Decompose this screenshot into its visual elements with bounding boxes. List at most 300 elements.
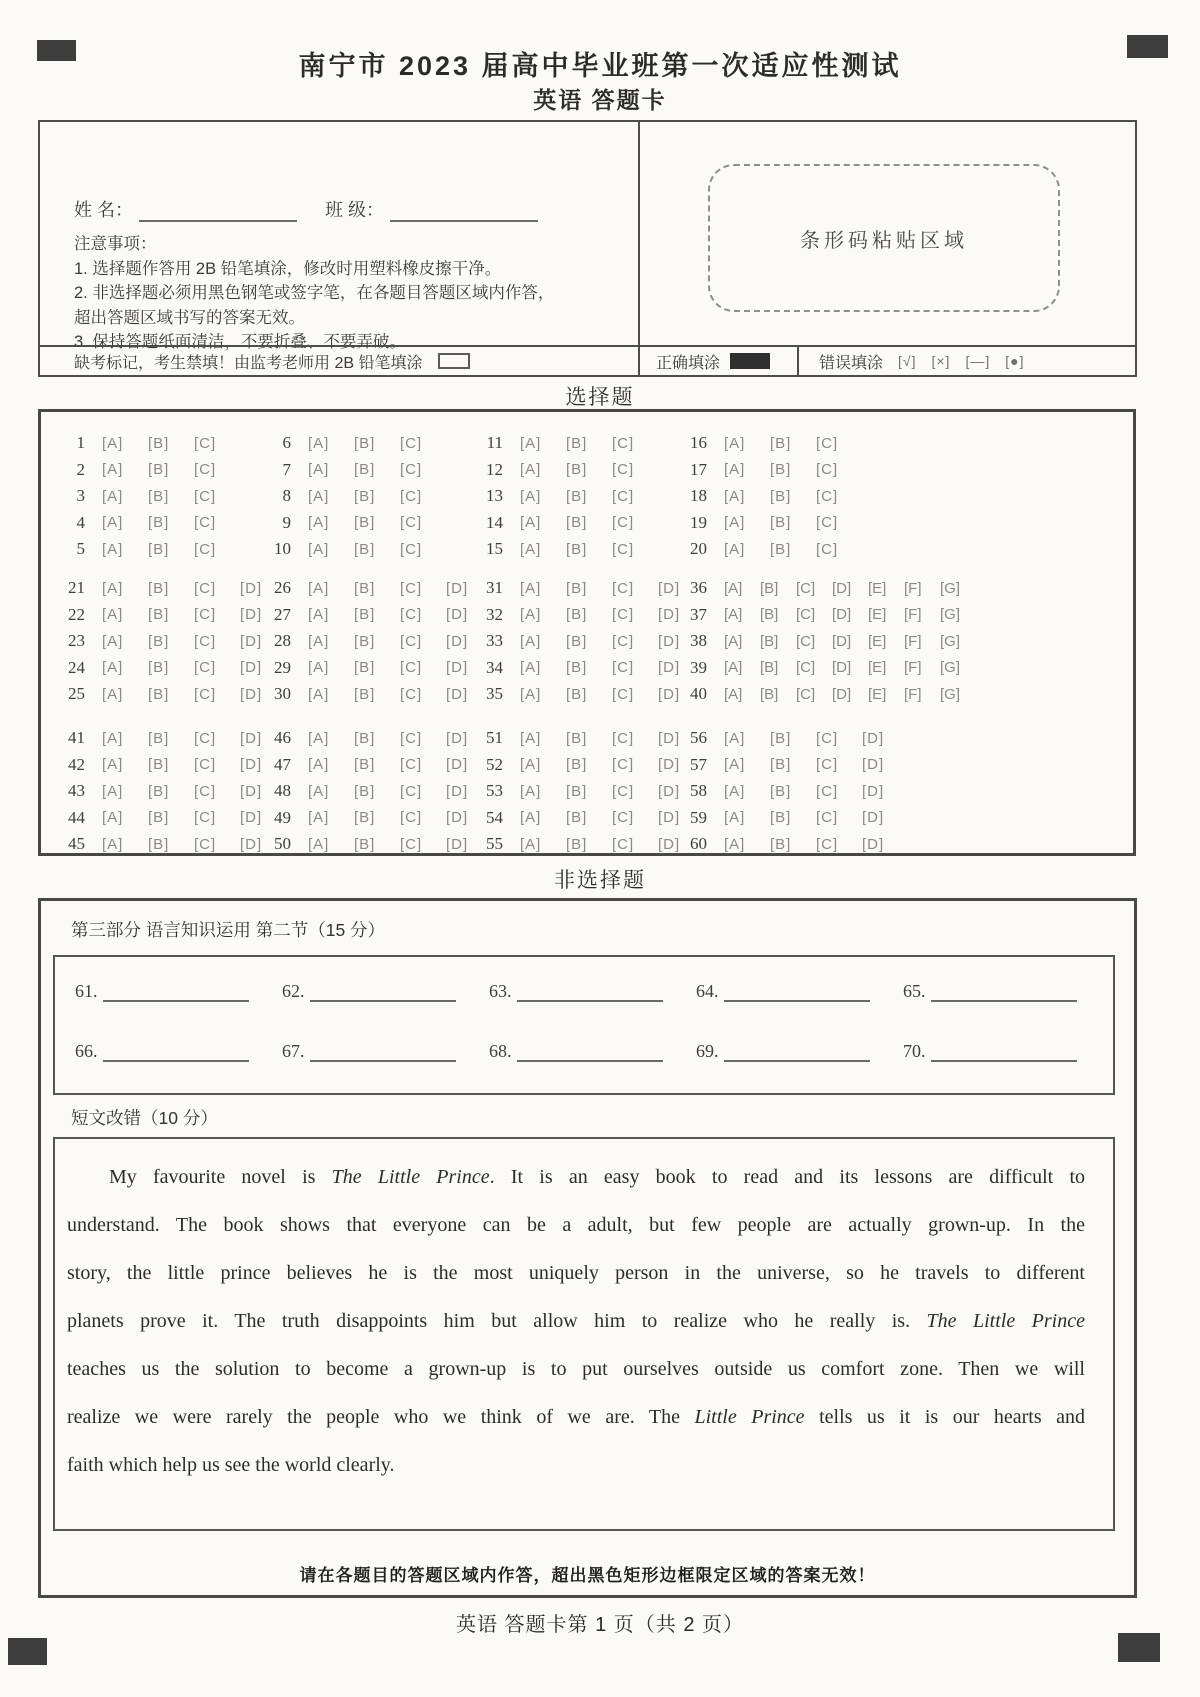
answer-option-F-bubble[interactable]: [F]: [904, 685, 922, 703]
answer-option-A-bubble[interactable]: [A]: [520, 809, 542, 827]
answer-option-C-bubble[interactable]: [C]: [400, 487, 423, 505]
answer-option-A-bubble[interactable]: [A]: [308, 579, 330, 597]
answer-option-C-bubble[interactable]: [C]: [400, 461, 423, 479]
answer-option-D-bubble[interactable]: [D]: [240, 782, 263, 800]
answer-option-C-bubble[interactable]: [C]: [400, 809, 423, 827]
answer-option-D-bubble[interactable]: [D]: [240, 809, 263, 827]
answer-option-C-bubble[interactable]: [C]: [194, 579, 217, 597]
answer-option-C-bubble[interactable]: [C]: [796, 632, 816, 650]
answer-option-E-bubble[interactable]: [E]: [868, 632, 887, 650]
answer-blank[interactable]: [931, 984, 1077, 1002]
answer-option-D-bubble[interactable]: [D]: [240, 685, 263, 703]
answer-option-C-bubble[interactable]: [C]: [612, 514, 635, 532]
answer-option-A-bubble[interactable]: [A]: [102, 659, 124, 677]
answer-option-G-bubble[interactable]: [G]: [940, 632, 961, 650]
answer-option-C-bubble[interactable]: [C]: [816, 809, 839, 827]
answer-option-B-bubble[interactable]: [B]: [354, 632, 376, 650]
question-number: 29: [274, 657, 291, 677]
answer-option-A-bubble[interactable]: [A]: [308, 809, 330, 827]
answer-option-C-bubble[interactable]: [C]: [816, 540, 839, 558]
wrong-fill-label: 错误填涂: [819, 354, 884, 372]
answer-option-D-bubble[interactable]: [D]: [240, 659, 263, 677]
answer-option-A-bubble[interactable]: [A]: [308, 514, 330, 532]
answer-option-C-bubble[interactable]: [C]: [400, 434, 423, 452]
answer-option-A-bubble[interactable]: [A]: [308, 434, 330, 452]
answer-option-C-bubble[interactable]: [C]: [400, 514, 423, 532]
answer-option-C-bubble[interactable]: [C]: [194, 434, 217, 452]
answer-option-B-bubble[interactable]: [B]: [148, 809, 170, 827]
answer-option-C-bubble[interactable]: [C]: [400, 835, 423, 853]
answer-blank[interactable]: [724, 1044, 870, 1062]
answer-option-A-bubble[interactable]: [A]: [520, 729, 542, 747]
answer-option-C-bubble[interactable]: [C]: [194, 540, 217, 558]
answer-option-C-bubble[interactable]: [C]: [612, 540, 635, 558]
answer-option-B-bubble[interactable]: [B]: [566, 579, 588, 597]
answer-option-D-bubble[interactable]: [D]: [240, 606, 263, 624]
answer-option-D-bubble[interactable]: [D]: [240, 835, 263, 853]
answer-option-C-bubble[interactable]: [C]: [400, 782, 423, 800]
correction-passage-box[interactable]: [53, 1137, 1115, 1531]
answer-option-A-bubble[interactable]: [A]: [724, 461, 746, 479]
answer-option-B-bubble[interactable]: [B]: [770, 756, 792, 774]
answer-option-C-bubble[interactable]: [C]: [400, 540, 423, 558]
answer-option-B-bubble[interactable]: [B]: [354, 729, 376, 747]
answer-option-A-bubble[interactable]: [A]: [520, 606, 542, 624]
answer-option-B-bubble[interactable]: [B]: [566, 434, 588, 452]
answer-option-B-bubble[interactable]: [B]: [760, 579, 779, 597]
answer-option-G-bubble[interactable]: [G]: [940, 606, 961, 624]
answer-option-B-bubble[interactable]: [B]: [566, 487, 588, 505]
answer-option-C-bubble[interactable]: [C]: [400, 659, 423, 677]
answer-option-A-bubble[interactable]: [A]: [724, 782, 746, 800]
answer-option-B-bubble[interactable]: [B]: [354, 540, 376, 558]
answer-option-D-bubble[interactable]: [D]: [446, 729, 469, 747]
answer-blank[interactable]: [103, 1044, 249, 1062]
answer-option-A-bubble[interactable]: [A]: [102, 434, 124, 452]
answer-option-F-bubble[interactable]: [F]: [904, 579, 922, 597]
answer-option-B-bubble[interactable]: [B]: [566, 835, 588, 853]
answer-option-B-bubble[interactable]: [B]: [148, 835, 170, 853]
blank-number: 61.: [75, 981, 98, 1001]
answer-option-C-bubble[interactable]: [C]: [612, 606, 635, 624]
question-number: 39: [690, 657, 707, 677]
passage-text-run: . It is an easy book to read and its lessons are difficult to: [489, 1166, 1085, 1188]
answer-option-D-bubble[interactable]: [D]: [862, 809, 885, 827]
answer-blank[interactable]: [931, 1044, 1077, 1062]
answer-option-B-bubble[interactable]: [B]: [770, 782, 792, 800]
answer-option-B-bubble[interactable]: [B]: [148, 632, 170, 650]
answer-option-B-bubble[interactable]: [B]: [566, 540, 588, 558]
answer-option-D-bubble[interactable]: [D]: [658, 729, 681, 747]
blank-number: 69.: [696, 1041, 719, 1061]
answer-option-B-bubble[interactable]: [B]: [760, 685, 779, 703]
question-row: [671, 681, 976, 708]
answer-option-A-bubble[interactable]: [A]: [102, 782, 124, 800]
blank-item: [75, 1041, 282, 1062]
answer-option-C-bubble[interactable]: [C]: [612, 434, 635, 452]
answer-option-B-bubble[interactable]: [B]: [770, 514, 792, 532]
answer-option-E-bubble[interactable]: [E]: [868, 659, 887, 677]
answer-option-A-bubble[interactable]: [A]: [102, 835, 124, 853]
passage-line: [67, 1345, 1085, 1393]
choice-column: [467, 430, 658, 563]
answer-option-D-bubble[interactable]: [D]: [658, 835, 681, 853]
answer-option-B-bubble[interactable]: [B]: [354, 782, 376, 800]
answer-option-A-bubble[interactable]: [A]: [724, 579, 743, 597]
answer-option-B-bubble[interactable]: [B]: [760, 659, 779, 677]
answer-option-D-bubble[interactable]: [D]: [240, 756, 263, 774]
answer-option-B-bubble[interactable]: [B]: [760, 632, 779, 650]
answer-option-C-bubble[interactable]: [C]: [194, 685, 217, 703]
answer-option-A-bubble[interactable]: [A]: [102, 632, 124, 650]
answer-option-C-bubble[interactable]: [C]: [194, 782, 217, 800]
answer-option-C-bubble[interactable]: [C]: [400, 729, 423, 747]
answer-option-A-bubble[interactable]: [A]: [102, 461, 124, 479]
answer-option-D-bubble[interactable]: [D]: [446, 579, 469, 597]
answer-option-B-bubble[interactable]: [B]: [770, 729, 792, 747]
answer-option-B-bubble[interactable]: [B]: [148, 487, 170, 505]
answer-option-A-bubble[interactable]: [A]: [308, 606, 330, 624]
answer-option-A-bubble[interactable]: [A]: [520, 632, 542, 650]
answer-option-A-bubble[interactable]: [A]: [102, 756, 124, 774]
answer-option-E-bubble[interactable]: [E]: [868, 606, 887, 624]
question-row: [49, 681, 286, 708]
answer-option-G-bubble[interactable]: [G]: [940, 659, 961, 677]
correction-heading: 短文改错（10 分）: [71, 1108, 218, 1128]
question-number: 1: [76, 433, 85, 453]
answer-option-B-bubble[interactable]: [B]: [354, 434, 376, 452]
answer-blank[interactable]: [517, 984, 663, 1002]
passage-text-run: planets prove it. The truth disappoints him but allow him to realize who he really is.: [67, 1310, 927, 1332]
answer-option-D-bubble[interactable]: [D]: [240, 632, 263, 650]
answer-option-C-bubble[interactable]: [C]: [796, 659, 816, 677]
answer-option-A-bubble[interactable]: [A]: [724, 606, 743, 624]
answer-option-A-bubble[interactable]: [A]: [520, 782, 542, 800]
answer-option-A-bubble[interactable]: [A]: [724, 756, 746, 774]
blank-row: [75, 1041, 1110, 1062]
answer-option-B-bubble[interactable]: [B]: [354, 685, 376, 703]
answer-option-B-bubble[interactable]: [B]: [566, 809, 588, 827]
answer-option-A-bubble[interactable]: [A]: [308, 540, 330, 558]
question-row: [255, 510, 446, 537]
question-row: [671, 725, 908, 752]
question-number: 12: [486, 459, 503, 479]
question-row: [467, 655, 704, 682]
answer-option-A-bubble[interactable]: [A]: [520, 434, 542, 452]
passage-text-run: tells us it is our hearts and: [804, 1406, 1085, 1428]
answer-option-C-bubble[interactable]: [C]: [194, 729, 217, 747]
answer-option-D-bubble[interactable]: [D]: [446, 756, 469, 774]
answer-option-C-bubble[interactable]: [C]: [612, 835, 635, 853]
answer-option-C-bubble[interactable]: [C]: [612, 461, 635, 479]
answer-option-C-bubble[interactable]: [C]: [816, 835, 839, 853]
answer-option-A-bubble[interactable]: [A]: [724, 835, 746, 853]
answer-option-D-bubble[interactable]: [D]: [832, 606, 852, 624]
answer-option-A-bubble[interactable]: [A]: [724, 487, 746, 505]
answer-option-B-bubble[interactable]: [B]: [148, 540, 170, 558]
answer-option-D-bubble[interactable]: [D]: [658, 685, 681, 703]
answer-option-C-bubble[interactable]: [C]: [194, 659, 217, 677]
answer-option-C-bubble[interactable]: [C]: [816, 782, 839, 800]
answer-option-B-bubble[interactable]: [B]: [354, 487, 376, 505]
answer-option-D-bubble[interactable]: [D]: [658, 606, 681, 624]
answer-option-D-bubble[interactable]: [D]: [862, 756, 885, 774]
answer-option-B-bubble[interactable]: [B]: [566, 461, 588, 479]
answer-option-D-bubble[interactable]: [D]: [446, 685, 469, 703]
answer-option-A-bubble[interactable]: [A]: [724, 632, 743, 650]
answer-option-C-bubble[interactable]: [C]: [796, 579, 816, 597]
answer-option-D-bubble[interactable]: [D]: [446, 606, 469, 624]
answer-option-B-bubble[interactable]: [B]: [566, 632, 588, 650]
answer-option-C-bubble[interactable]: [C]: [194, 809, 217, 827]
question-row: [49, 655, 286, 682]
answer-option-B-bubble[interactable]: [B]: [148, 434, 170, 452]
answer-option-C-bubble[interactable]: [C]: [400, 606, 423, 624]
question-number: 44: [68, 807, 85, 827]
answer-option-C-bubble[interactable]: [C]: [816, 729, 839, 747]
answer-option-A-bubble[interactable]: [A]: [308, 782, 330, 800]
answer-option-A-bubble[interactable]: [A]: [308, 487, 330, 505]
answer-option-D-bubble[interactable]: [D]: [446, 809, 469, 827]
question-row: [255, 831, 492, 858]
answer-option-F-bubble[interactable]: [F]: [904, 659, 922, 677]
answer-option-D-bubble[interactable]: [D]: [658, 632, 681, 650]
absent-mark-cell: [40, 347, 640, 375]
question-number: 52: [486, 754, 503, 774]
answer-option-A-bubble[interactable]: [A]: [308, 632, 330, 650]
answer-option-A-bubble[interactable]: [A]: [520, 461, 542, 479]
answer-option-D-bubble[interactable]: [D]: [658, 579, 681, 597]
question-number: 47: [274, 754, 291, 774]
answer-option-B-bubble[interactable]: [B]: [770, 487, 792, 505]
question-number: 45: [68, 834, 85, 854]
answer-option-D-bubble[interactable]: [D]: [240, 579, 263, 597]
answer-option-C-bubble[interactable]: [C]: [400, 685, 423, 703]
question-number: 41: [68, 728, 85, 748]
answer-option-A-bubble[interactable]: [A]: [102, 606, 124, 624]
answer-option-C-bubble[interactable]: [C]: [400, 579, 423, 597]
answer-option-C-bubble[interactable]: [C]: [612, 659, 635, 677]
answer-option-A-bubble[interactable]: [A]: [520, 685, 542, 703]
part3-heading: 第三部分 语言知识运用 第二节（15 分）: [71, 920, 386, 940]
answer-option-C-bubble[interactable]: [C]: [194, 632, 217, 650]
answer-option-C-bubble[interactable]: [C]: [194, 514, 217, 532]
answer-option-B-bubble[interactable]: [B]: [354, 835, 376, 853]
answer-option-A-bubble[interactable]: [A]: [102, 685, 124, 703]
answer-option-D-bubble[interactable]: [D]: [446, 782, 469, 800]
answer-option-A-bubble[interactable]: [A]: [724, 540, 746, 558]
question-row: [671, 536, 862, 563]
answer-option-A-bubble[interactable]: [A]: [520, 835, 542, 853]
answer-option-C-bubble[interactable]: [C]: [816, 756, 839, 774]
answer-option-A-bubble[interactable]: [A]: [520, 579, 542, 597]
answer-option-B-bubble[interactable]: [B]: [354, 514, 376, 532]
question-row: [467, 430, 658, 457]
answer-option-C-bubble[interactable]: [C]: [612, 685, 635, 703]
answer-option-C-bubble[interactable]: [C]: [194, 756, 217, 774]
answer-option-D-bubble[interactable]: [D]: [658, 756, 681, 774]
answer-option-A-bubble[interactable]: [A]: [520, 487, 542, 505]
answer-option-C-bubble[interactable]: [C]: [612, 729, 635, 747]
answer-option-B-bubble[interactable]: [B]: [770, 835, 792, 853]
question-number: 11: [486, 433, 503, 453]
answer-option-B-bubble[interactable]: [B]: [770, 540, 792, 558]
answer-option-G-bubble[interactable]: [G]: [940, 685, 961, 703]
answer-option-B-bubble[interactable]: [B]: [148, 782, 170, 800]
answer-option-C-bubble[interactable]: [C]: [612, 809, 635, 827]
answer-option-C-bubble[interactable]: [C]: [816, 434, 839, 452]
answer-option-C-bubble[interactable]: [C]: [194, 461, 217, 479]
answer-option-C-bubble[interactable]: [C]: [194, 606, 217, 624]
answer-option-B-bubble[interactable]: [B]: [148, 729, 170, 747]
answer-option-B-bubble[interactable]: [B]: [148, 514, 170, 532]
answer-option-B-bubble[interactable]: [B]: [770, 434, 792, 452]
answer-option-B-bubble[interactable]: [B]: [354, 756, 376, 774]
answer-option-D-bubble[interactable]: [D]: [658, 782, 681, 800]
answer-option-C-bubble[interactable]: [C]: [612, 579, 635, 597]
barcode-panel: [640, 122, 1139, 347]
answer-option-D-bubble[interactable]: [D]: [240, 729, 263, 747]
answer-option-E-bubble[interactable]: [E]: [868, 579, 887, 597]
wrong-fill-cell: [799, 347, 1135, 375]
answer-option-A-bubble[interactable]: [A]: [102, 809, 124, 827]
question-number: 57: [690, 754, 707, 774]
passage-line: [67, 1249, 1085, 1297]
answer-blank[interactable]: [724, 984, 870, 1002]
answer-option-D-bubble[interactable]: [D]: [446, 659, 469, 677]
question-row: [467, 510, 658, 537]
answer-option-B-bubble[interactable]: [B]: [148, 756, 170, 774]
answer-option-C-bubble[interactable]: [C]: [612, 632, 635, 650]
answer-option-B-bubble[interactable]: [B]: [566, 782, 588, 800]
question-number: 3: [76, 486, 85, 506]
answer-option-A-bubble[interactable]: [A]: [102, 729, 124, 747]
passage-line: [67, 1201, 1085, 1249]
answer-option-A-bubble[interactable]: [A]: [520, 540, 542, 558]
answer-option-A-bubble[interactable]: [A]: [308, 835, 330, 853]
answer-option-C-bubble[interactable]: [C]: [612, 487, 635, 505]
absent-mark-box[interactable]: [438, 353, 470, 369]
answer-option-C-bubble[interactable]: [C]: [612, 756, 635, 774]
answer-option-B-bubble[interactable]: [B]: [566, 756, 588, 774]
answer-option-A-bubble[interactable]: [A]: [520, 659, 542, 677]
answer-option-D-bubble[interactable]: [D]: [446, 632, 469, 650]
answer-option-A-bubble[interactable]: [A]: [520, 514, 542, 532]
answer-option-A-bubble[interactable]: [A]: [308, 729, 330, 747]
answer-option-B-bubble[interactable]: [B]: [354, 461, 376, 479]
answer-option-D-bubble[interactable]: [D]: [832, 632, 852, 650]
answer-option-B-bubble[interactable]: [B]: [148, 606, 170, 624]
answer-option-D-bubble[interactable]: [D]: [862, 835, 885, 853]
answer-option-B-bubble[interactable]: [B]: [148, 659, 170, 677]
answer-blank[interactable]: [103, 984, 249, 1002]
answer-blank[interactable]: [310, 984, 456, 1002]
question-number: 51: [486, 728, 503, 748]
correct-fill-cell: [640, 347, 799, 375]
answer-option-D-bubble[interactable]: [D]: [862, 782, 885, 800]
answer-option-B-bubble[interactable]: [B]: [148, 579, 170, 597]
question-row: [255, 483, 446, 510]
answer-option-B-bubble[interactable]: [B]: [354, 579, 376, 597]
answer-option-F-bubble[interactable]: [F]: [904, 632, 922, 650]
answer-blank[interactable]: [517, 1044, 663, 1062]
answer-option-B-bubble[interactable]: [B]: [354, 809, 376, 827]
answer-option-A-bubble[interactable]: [A]: [308, 756, 330, 774]
answer-option-A-bubble[interactable]: [A]: [102, 487, 124, 505]
answer-option-A-bubble[interactable]: [A]: [724, 809, 746, 827]
answer-option-D-bubble[interactable]: [D]: [832, 685, 852, 703]
answer-option-B-bubble[interactable]: [B]: [760, 606, 779, 624]
answer-option-A-bubble[interactable]: [A]: [724, 659, 743, 677]
answer-option-B-bubble[interactable]: [B]: [566, 514, 588, 532]
answer-option-A-bubble[interactable]: [A]: [102, 514, 124, 532]
answer-option-B-bubble[interactable]: [B]: [770, 461, 792, 479]
answer-option-C-bubble[interactable]: [C]: [612, 782, 635, 800]
answer-option-A-bubble[interactable]: [A]: [102, 579, 124, 597]
answer-option-C-bubble[interactable]: [C]: [816, 514, 839, 532]
answer-option-A-bubble[interactable]: [A]: [724, 729, 746, 747]
answer-option-C-bubble[interactable]: [C]: [400, 756, 423, 774]
question-row: [49, 430, 240, 457]
answer-option-C-bubble[interactable]: [C]: [796, 606, 816, 624]
answer-option-B-bubble[interactable]: [B]: [566, 606, 588, 624]
answer-option-B-bubble[interactable]: [B]: [148, 461, 170, 479]
answer-option-B-bubble[interactable]: [B]: [148, 685, 170, 703]
question-row: [49, 602, 286, 629]
answer-option-B-bubble[interactable]: [B]: [566, 685, 588, 703]
blank-number: 65.: [903, 981, 926, 1001]
answer-option-D-bubble[interactable]: [D]: [658, 659, 681, 677]
answer-option-G-bubble[interactable]: [G]: [940, 579, 961, 597]
answer-option-A-bubble[interactable]: [A]: [724, 434, 746, 452]
answer-option-A-bubble[interactable]: [A]: [724, 685, 743, 703]
answer-option-D-bubble[interactable]: [D]: [658, 809, 681, 827]
answer-option-E-bubble[interactable]: [E]: [868, 685, 887, 703]
answer-option-B-bubble[interactable]: [B]: [770, 809, 792, 827]
answer-option-A-bubble[interactable]: [A]: [102, 540, 124, 558]
answer-blank[interactable]: [310, 1044, 456, 1062]
answer-option-C-bubble[interactable]: [C]: [194, 487, 217, 505]
answer-option-B-bubble[interactable]: [B]: [354, 606, 376, 624]
question-row: [467, 536, 658, 563]
answer-option-C-bubble[interactable]: [C]: [400, 632, 423, 650]
passage-text-run: The Little Prince: [926, 1310, 1085, 1332]
passage-text-run: Little Prince: [694, 1406, 805, 1428]
answer-option-C-bubble[interactable]: [C]: [796, 685, 816, 703]
question-number: 53: [486, 781, 503, 801]
answer-option-C-bubble[interactable]: [C]: [194, 835, 217, 853]
answer-option-F-bubble[interactable]: [F]: [904, 606, 922, 624]
answer-option-A-bubble[interactable]: [A]: [308, 685, 330, 703]
answer-option-B-bubble[interactable]: [B]: [566, 729, 588, 747]
answer-option-C-bubble[interactable]: [C]: [816, 487, 839, 505]
answer-option-A-bubble[interactable]: [A]: [308, 461, 330, 479]
answer-option-B-bubble[interactable]: [B]: [354, 659, 376, 677]
answer-option-D-bubble[interactable]: [D]: [446, 835, 469, 853]
answer-option-A-bubble[interactable]: [A]: [308, 659, 330, 677]
question-number: 48: [274, 781, 291, 801]
answer-option-A-bubble[interactable]: [A]: [520, 756, 542, 774]
answer-option-D-bubble[interactable]: [D]: [832, 579, 852, 597]
question-number: 37: [690, 604, 707, 624]
answer-option-B-bubble[interactable]: [B]: [566, 659, 588, 677]
answer-option-D-bubble[interactable]: [D]: [862, 729, 885, 747]
answer-option-D-bubble[interactable]: [D]: [832, 659, 852, 677]
answer-option-C-bubble[interactable]: [C]: [816, 461, 839, 479]
question-row: [467, 831, 704, 858]
question-number: 14: [486, 512, 503, 532]
answer-option-A-bubble[interactable]: [A]: [724, 514, 746, 532]
